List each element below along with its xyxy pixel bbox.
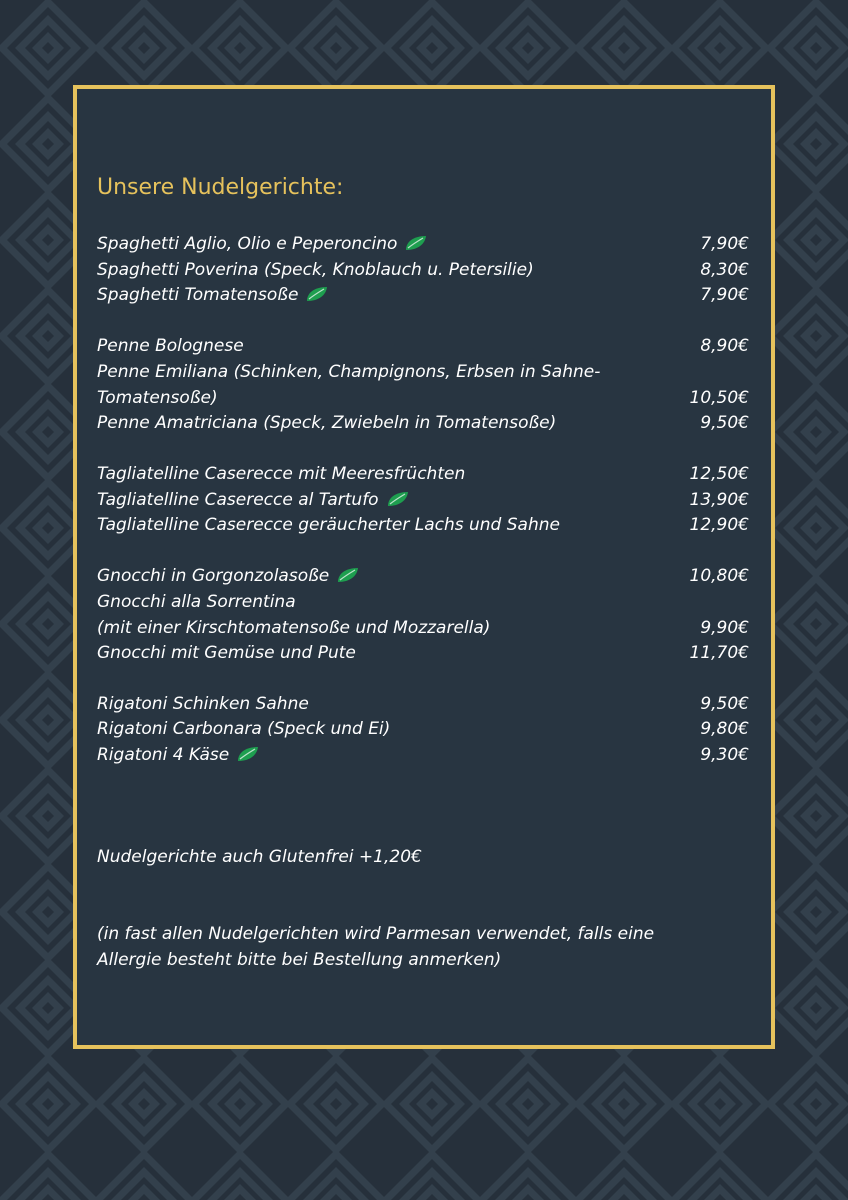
leaf-icon [306,286,328,302]
menu-item-name: Penne Emiliana (Schinken, Champignons, Erbsen in Sahne- [97,362,601,382]
gluten-free-note: Nudelgerichte auch Glutenfrei +1,20€ [97,847,422,867]
menu-item [97,717,749,743]
menu-item-name: Gnocchi in Gorgonzolasoße [97,564,749,590]
menu-item-name: Spaghetti Poverina (Speck, Knoblauch u. Petersilie) [97,260,534,280]
leaf-icon [387,491,409,507]
menu-item [97,488,749,514]
menu-item-price: 7,90€ [700,285,749,305]
menu-item-name-line-2: (mit einer Kirschtomatensoße und Mozzarella) [97,617,491,638]
leaf-icon [237,746,259,762]
menu-item-name: Gnocchi alla Sorrentina [97,592,296,612]
menu-item [97,360,749,411]
menu-item [97,564,749,590]
menu-item-price: 9,50€ [700,694,749,714]
menu-item-price: 9,50€ [700,413,749,433]
menu-item-name: Tagliatelline Caserecce mit Meeresfrüchten [97,464,466,484]
leaf-icon [405,235,427,251]
menu-item-name: Spaghetti Tomatensoße [97,283,749,309]
menu-item [97,283,749,309]
menu-title: Unsere Nudelgerichte: [97,175,344,200]
menu-item-price: 9,30€ [700,745,749,765]
menu-item [97,743,749,769]
leaf-icon [337,567,359,583]
menu-item [97,641,749,667]
menu-item-name: Penne Amatriciana (Speck, Zwiebeln in Tomatensoße) [97,413,557,433]
menu-item [97,411,749,437]
menu-item-price: 8,90€ [700,336,749,356]
allergy-note-line-2: Allergie besteht bitte bei Bestellung anmerken) [97,949,502,970]
menu-item-name: Gnocchi mit Gemüse und Pute [97,643,356,663]
menu-item-name: Tagliatelline Caserecce al Tartufo [97,488,749,514]
menu-item-price: 13,90€ [689,490,749,510]
allergy-note-line-1: (in fast allen Nudelgerichten wird Parmesan verwendet, falls eine [97,924,655,944]
menu-item-name: Penne Bolognese [97,336,244,356]
menu-item-price: 8,30€ [700,260,749,280]
menu-item-name: Rigatoni Schinken Sahne [97,694,309,714]
menu-item-price: 10,80€ [689,566,749,586]
menu-item [97,692,749,718]
allergy-note [97,922,749,973]
menu-item-price: 12,50€ [689,464,749,484]
menu-item-name: Spaghetti Aglio, Olio e Peperoncino [97,232,749,258]
menu-item-name: Rigatoni 4 Käse [97,743,749,769]
menu-item-price: 9,90€ [700,617,749,638]
menu-item-name: Rigatoni Carbonara (Speck und Ei) [97,719,391,739]
menu-item-price: 10,50€ [689,387,749,408]
menu-item [97,462,749,488]
menu-item-price: 7,90€ [700,234,749,254]
menu-item-name: Tagliatelline Caserecce geräucherter Lachs und Sahne [97,515,560,535]
menu-item-price: 11,70€ [689,643,749,663]
menu-item [97,513,749,539]
menu-item [97,258,749,284]
menu-item [97,334,749,360]
menu-item [97,590,749,641]
menu-item-price: 12,90€ [689,515,749,535]
menu-item [97,232,749,258]
menu-item-name-line-2: Tomatensoße) [97,387,218,408]
menu-item-price: 9,80€ [700,719,749,739]
